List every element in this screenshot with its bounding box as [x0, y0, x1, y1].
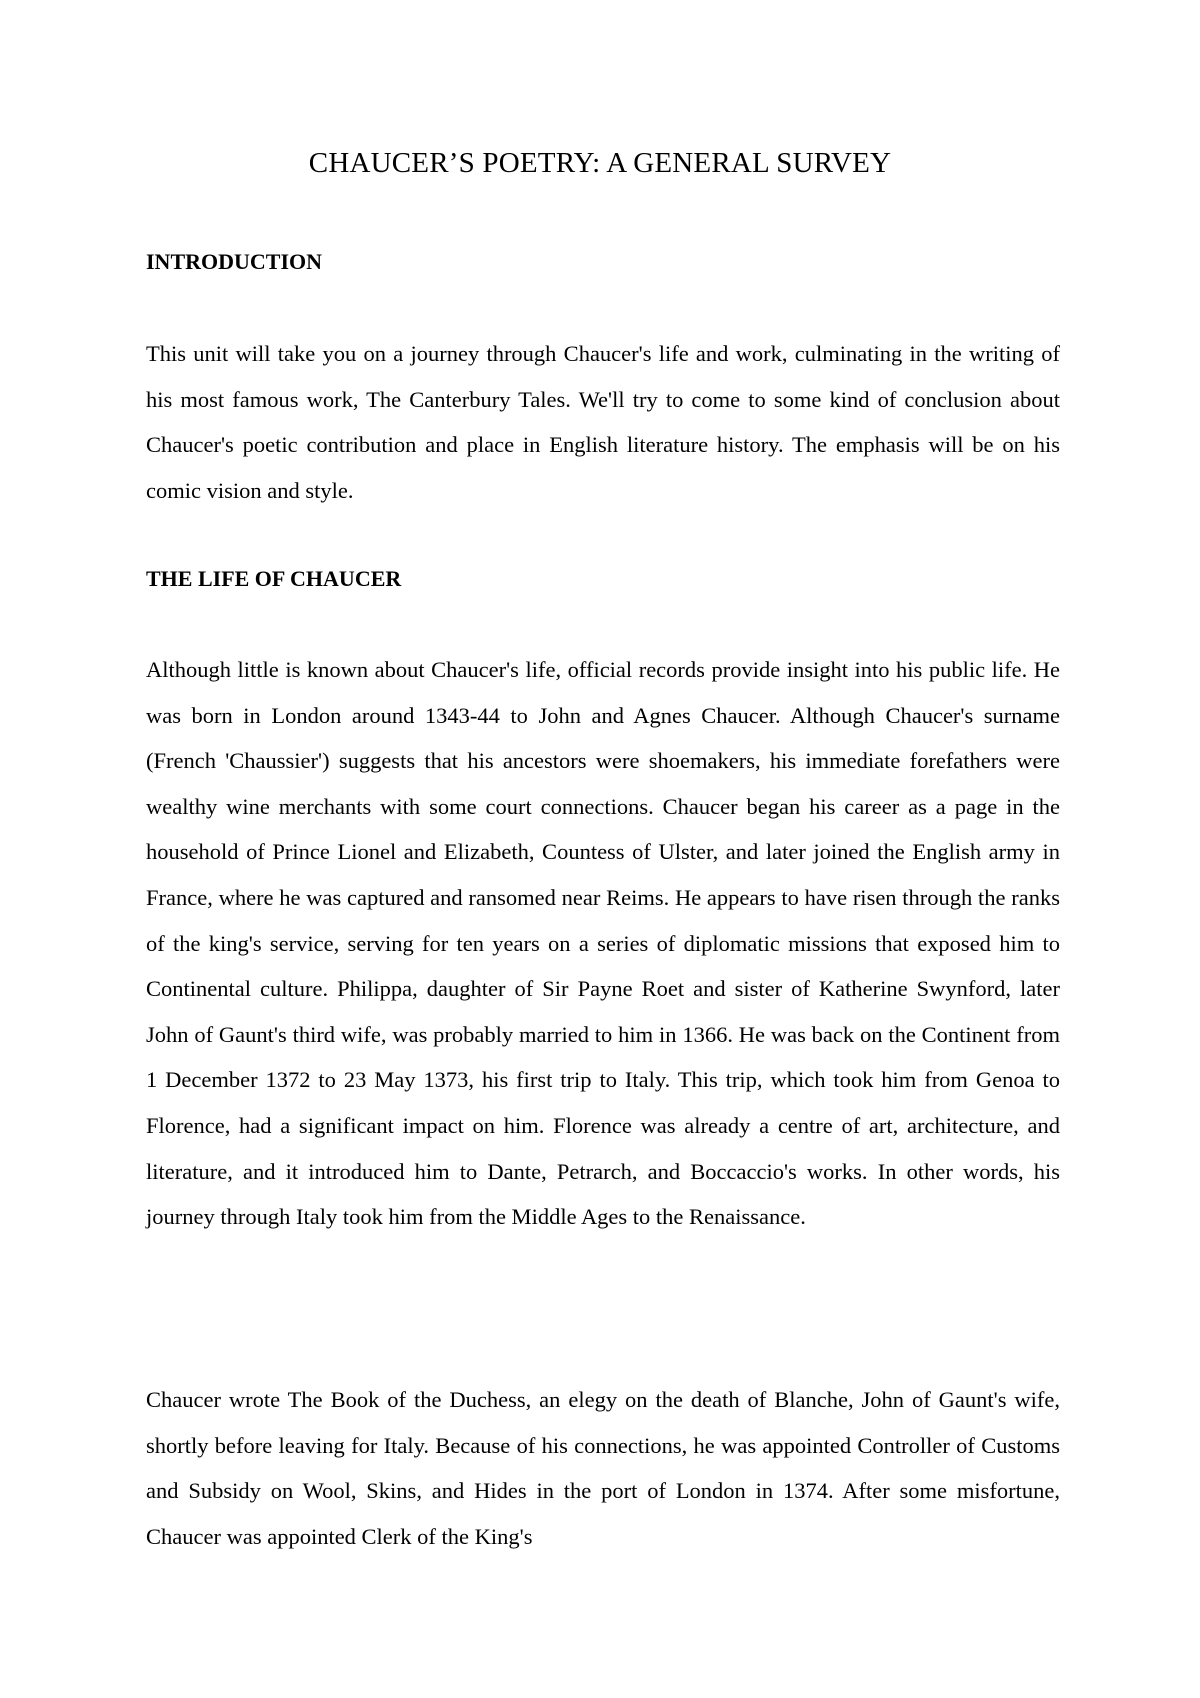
- document-title: CHAUCER’S POETRY: A GENERAL SURVEY: [308, 147, 892, 179]
- section-heading-introduction: INTRODUCTION: [146, 249, 323, 274]
- life-paragraph-2: Chaucer wrote The Book of the Duchess, an elegy on the death of Blanche, John of Gaunt's wife, shortly before leaving for Italy. Because of his connections, he was appointed Controller of Customs and Subsidy on Wool, Skins, and Hides in the port of London in 1374. After some misfortune, Chaucer was appointed Clerk of the King's: [146, 1387, 1060, 1549]
- introduction-paragraph: This unit will take you on a journey through Chaucer's life and work, culminating in the writing of his most famous work, The Canterbury Tales. We'll try to come to some kind of conclusion about Chaucer's poetic contribution and place in English literature history. The emphasis will be on his comic vision and style.: [146, 341, 1060, 503]
- life-paragraph-1: Although little is known about Chaucer's life, official records provide insight into his public life. He was born in London around 1343-44 to John and Agnes Chaucer. Although Chaucer's surname (French 'Chaussier') suggests that his ancestors were shoemakers, his immediate forefathers were wealthy wine merchants with some court connections. Chaucer began his career as a page in the household of Prince Lionel and Elizabeth, Countess of Ulster, and later joined the English army in France, where he was captured and ransomed near Reims. He appears to have risen through the ranks of the king's service, serving for ten years on a series of diplomatic missions that exposed him to Continental culture. Philippa, daughter of Sir Payne Roet and sister of Katherine Swynford, later John of Gaunt's third wife, was probably married to him in 1366. He was back on the Continent from 1 December 1372 to 23 May 1373, his first trip to Italy. This trip, which took him from Genoa to Florence, had a significant impact on him. Florence was already a centre of art, architecture, and literature, and it introduced him to Dante, Petrarch, and Boccaccio's works. In other words, his journey through Italy took him from the Middle Ages to the Renaissance.: [146, 657, 1060, 1230]
- section-heading-life-of-chaucer: THE LIFE OF CHAUCER: [146, 566, 402, 591]
